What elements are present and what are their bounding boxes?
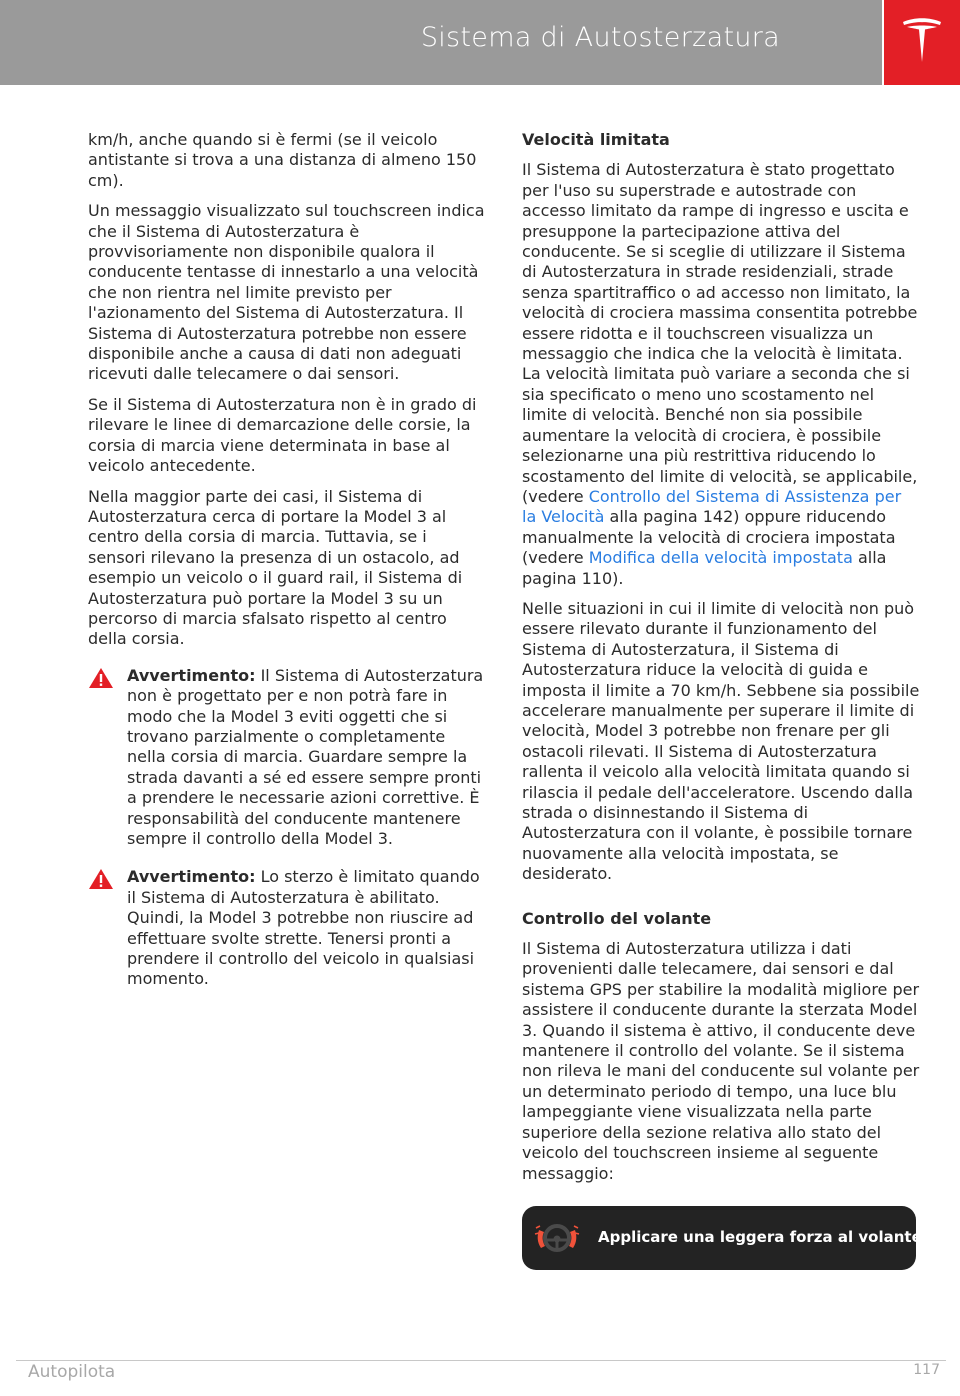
warning-label: Avvertimento: <box>127 867 256 887</box>
tesla-logo-icon <box>902 16 942 66</box>
paragraph-text: alla pagina 142) oppure riducendo manualmente la velocità di crociera impostata (vedere <box>522 507 896 568</box>
footer-divider <box>16 1360 946 1361</box>
warning-text: Il Sistema di Autosterzatura non è progettato per e non potrà fare in modo che la Model 3 eviti oggetti che si trovano parzialmente o completamente nella corsia di marcia. Guardare sempre la strada davanti a sé ed essere sempre pronti a prendere le necessarie azioni correttive. È responsabilità del conducente mantenere sempre il controllo della Model 3. <box>127 665 484 848</box>
right-column <box>522 130 920 1270</box>
touchscreen-notice <box>522 1206 922 1270</box>
paragraph-text: Il Sistema di Autosterzatura è stato progettato per l'uso su superstrade e autostrade con accesso limitato da rampe di ingresso e uscita e presuppone la partecipazione attiva del conducente. Se si sceglie di utilizzare il Sistema di Autosterzatura in strade residenziali, strade senza spartitraffico o ad accesso non limitato, la velocità di crociera massima consentita potrebbe essere ridotta e il touchscreen visualizza un messaggio che indica che la velocità è limitata. La velocità limitata può variare a seconda che si sia specificato o meno uno scostamento nel limite di velocità. Benché non sia possibile aumentare la velocità di crociera, è possibile selezionarne una più restrittiva riducendo lo scostamento del limite di velocità, se applicabile, (vedere <box>522 160 918 506</box>
footer-section-name: Autopilota <box>28 1362 116 1382</box>
header-bar <box>0 0 882 85</box>
warning-triangle-icon <box>88 868 114 890</box>
paragraph: Nelle situazioni in cui il limite di velocità non può essere rilevato durante il funzionamento del Sistema di Autosterzatura, il Sistema di Autosterzatura riduce la velocità di guida e imposta il limite a 70 km/h. Sebbene sia possibile accelerare manualmente per superare il limite di velocità, Model 3 potrebbe non frenare per gli ostacoli rilevati. Il Sistema di Autosterzatura rallenta il veicolo alla velocità limitata quando si rilascia il pedale dell'acceleratore. Uscendo dalla strada o disinnestando il Sistema di Autosterzatura con il volante, è possibile tornare nuovamente alla velocità impostata, se desiderato. <box>522 598 920 884</box>
page-title: Sistema di Autosterzatura <box>420 22 780 53</box>
link-speed-assist[interactable]: Controllo del Sistema di Assistenza per la Velocità <box>522 486 902 527</box>
link-set-speed[interactable]: Modifica della velocità impostata <box>588 548 853 568</box>
paragraph-text: alla pagina 110). <box>522 548 887 588</box>
warning-text: Lo sterzo è limitato quando il Sistema di Autosterzatura è abilitato. Quindi, la Model 3 potrebbe non riuscire ad effettuare svolte strette. Tenersi pronti a prendere il controllo del veicolo in qualsiasi momento. <box>127 867 480 989</box>
paragraph: Se il Sistema di Autosterzatura non è in grado di rilevare le linee di demarcazione delle corsie, la corsia di marcia viene determinata in base al veicolo antecedente. <box>88 394 477 476</box>
paragraph: km/h, anche quando si è fermi (se il veicolo antistante si trova a una distanza di almeno 150 cm). <box>88 130 477 190</box>
logo-box <box>884 0 960 85</box>
section-heading: Velocità limitata <box>522 130 670 149</box>
warning-triangle-icon <box>88 667 114 689</box>
notice-message: Applicare una leggera forza al volante <box>598 1227 922 1246</box>
paragraph: Il Sistema di Autosterzatura utilizza i dati provenienti dalle telecamere, dai sensori e dal sistema GPS per stabilire la modalità migliore per assistere il conducente durante la sterzata Model 3. Quando il sistema è attivo, il conducente deve mantenere il controllo del volante. Se il sistema non rileva le mani del conducente sul volante per un determinato periodo di tempo, una luce blu lampeggiante viene visualizzata nella parte superiore della sezione relativa allo stato del veicolo del touchscreen insieme al seguente messaggio: <box>522 939 920 1183</box>
warning-label: Avvertimento: <box>127 665 256 685</box>
page-number: 117 <box>913 1362 940 1378</box>
section-heading: Controllo del volante <box>522 908 712 928</box>
paragraph <box>522 160 920 589</box>
paragraph: Nella maggior parte dei casi, il Sistema di Autosterzatura cerca di portare la Model 3 al centro della corsia di marcia. Tuttavia, se i sensori rilevano la presenza di un ostacolo, ad esempio un veicolo o il guard rail, il Sistema di Autosterzatura può portare la Model 3 su un percorso di marcia sfalsato rispetto al centro della corsia. <box>88 486 463 649</box>
warning-block <box>88 666 486 850</box>
warning-block <box>88 867 486 989</box>
steering-wheel-hands-icon <box>534 1218 580 1258</box>
left-column <box>88 130 486 1008</box>
paragraph: Un messaggio visualizzato sul touchscreen indica che il Sistema di Autosterzatura è provvisoriamente non disponibile qualora il conducente tentasse di innestarlo a una velocità che non rientra nel limite previsto per l'azionamento del Sistema di Autosterzatura. Il Sistema di Autosterzatura potrebbe non essere disponibile anche a causa di dati non adeguati ricevuti dalle telecamere o dai sensori. <box>88 201 485 384</box>
